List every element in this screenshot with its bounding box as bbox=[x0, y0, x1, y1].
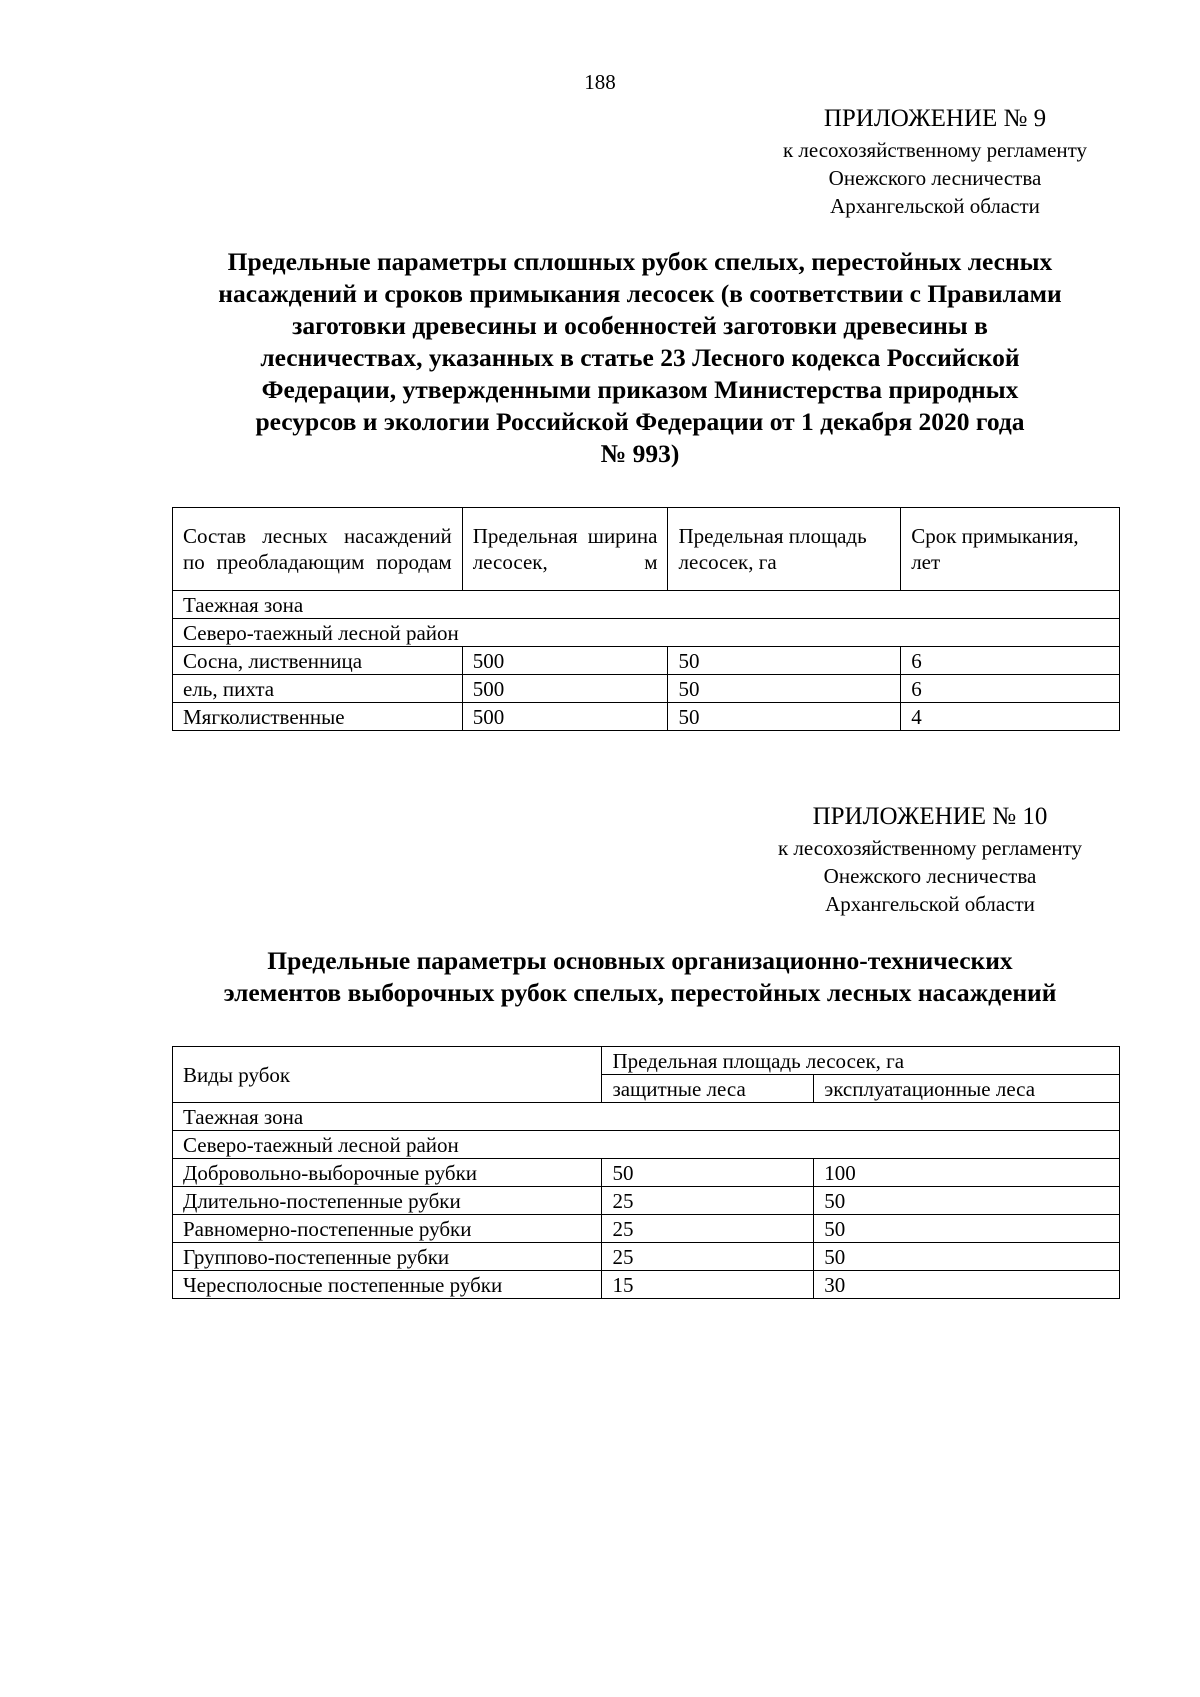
table-row bbox=[173, 1243, 1120, 1271]
table-cell: 100 bbox=[814, 1159, 1120, 1187]
title-1-line: лесничествах, указанных в статье 23 Лесного кодекса Российской bbox=[260, 343, 1020, 372]
title-1-line: Федерации, утвержденными приказом Министерства природных bbox=[261, 375, 1019, 404]
table-row bbox=[173, 1103, 1120, 1131]
table-cell: Группово-постепенные рубки bbox=[173, 1243, 602, 1271]
appendix-10-line-2: Онежского лесничества bbox=[823, 864, 1037, 888]
table-row bbox=[173, 619, 1120, 647]
table-row bbox=[173, 703, 1120, 731]
title-1-line: насаждений и сроков примыкания лесосек (в соответствии с Правилами bbox=[218, 279, 1062, 308]
table-cell: 50 bbox=[814, 1215, 1120, 1243]
table-cell: 6 bbox=[901, 675, 1120, 703]
table-cell: 50 bbox=[814, 1187, 1120, 1215]
table-cell: 15 bbox=[602, 1271, 814, 1299]
table-row bbox=[173, 647, 1120, 675]
table-cell: Сосна, лиственница bbox=[173, 647, 463, 675]
page-number: 188 bbox=[584, 70, 616, 94]
table-cell: Равномерно-постепенные рубки bbox=[173, 1215, 602, 1243]
table-row bbox=[173, 1271, 1120, 1299]
table-cell: Добровольно-выборочные рубки bbox=[173, 1159, 602, 1187]
table-row bbox=[173, 675, 1120, 703]
appendix-10-heading: ПРИЛОЖЕНИЕ № 10 bbox=[812, 803, 1048, 830]
zone-cell: Таежная зона bbox=[173, 1103, 1120, 1131]
appendix-9-line-2: Онежского лесничества bbox=[828, 166, 1042, 190]
table-row bbox=[173, 1131, 1120, 1159]
table-cell: 500 bbox=[462, 703, 668, 731]
table-cell: 50 bbox=[668, 647, 901, 675]
header-adjacency: Срок примыкания, лет bbox=[901, 508, 1120, 591]
selective-cutting-table bbox=[172, 1046, 1120, 1299]
title-selective-cutting bbox=[160, 945, 1120, 1009]
table-row bbox=[173, 1215, 1120, 1243]
header-cutting-type: Виды рубок bbox=[173, 1047, 602, 1103]
table-cell: ель, пихта bbox=[173, 675, 463, 703]
header-area-group: Предельная площадь лесосек, га bbox=[602, 1047, 1120, 1075]
title-1-line: № 993) bbox=[600, 439, 680, 468]
district-cell: Северо-таежный лесной район bbox=[173, 619, 1120, 647]
clear-cutting-table bbox=[172, 507, 1120, 731]
table-cell: Чересполосные постепенные рубки bbox=[173, 1271, 602, 1299]
title-2-line: элементов выборочных рубок спелых, перестойных лесных насаждений bbox=[223, 978, 1057, 1007]
table-cell: 4 bbox=[901, 703, 1120, 731]
title-2-line: Предельные параметры основных организационно-технических bbox=[267, 946, 1013, 975]
header-width: Предельная ширина лесосек, м bbox=[462, 508, 668, 591]
table-cell: 6 bbox=[901, 647, 1120, 675]
appendix-10-line-3: Архангельской области bbox=[825, 892, 1035, 916]
table-cell: 30 bbox=[814, 1271, 1120, 1299]
table-cell: 50 bbox=[814, 1243, 1120, 1271]
table-row bbox=[173, 1159, 1120, 1187]
table-cell: 500 bbox=[462, 675, 668, 703]
appendix-9-heading: ПРИЛОЖЕНИЕ № 9 bbox=[823, 105, 1047, 132]
zone-cell: Таежная зона bbox=[173, 591, 1120, 619]
table-header-row bbox=[173, 508, 1120, 591]
table-cell: 25 bbox=[602, 1215, 814, 1243]
table-cell: 50 bbox=[668, 703, 901, 731]
header-operational: эксплуатационные леса bbox=[814, 1075, 1120, 1103]
header-protective: защитные леса bbox=[602, 1075, 814, 1103]
title-1-line: заготовки древесины и особенностей заготовки древесины в bbox=[292, 311, 988, 340]
table-row bbox=[173, 591, 1120, 619]
title-clear-cutting bbox=[160, 246, 1120, 470]
appendix-9-line-3: Архангельской области bbox=[830, 194, 1040, 218]
appendix-10-header bbox=[735, 800, 1125, 918]
table-cell: Мягколиственные bbox=[173, 703, 463, 731]
title-1-line: Предельные параметры сплошных рубок спелых, перестойных лесных bbox=[227, 247, 1053, 276]
table-cell: 50 bbox=[602, 1159, 814, 1187]
table-cell: 50 bbox=[668, 675, 901, 703]
appendix-9-header bbox=[745, 102, 1125, 220]
district-cell: Северо-таежный лесной район bbox=[173, 1131, 1120, 1159]
table-cell: 25 bbox=[602, 1187, 814, 1215]
header-composition: Состав лесных насаждений по преобладающим породам bbox=[173, 508, 463, 591]
header-area: Предельная площадь лесосек, га bbox=[668, 508, 901, 591]
title-1-line: ресурсов и экологии Российской Федерации от 1 декабря 2020 года bbox=[255, 407, 1025, 436]
table-cell: 25 bbox=[602, 1243, 814, 1271]
appendix-9-line-1: к лесохозяйственному регламенту bbox=[782, 138, 1088, 162]
appendix-10-line-1: к лесохозяйственному регламенту bbox=[777, 836, 1083, 860]
table-header-row bbox=[173, 1047, 1120, 1075]
table-cell: Длительно-постепенные рубки bbox=[173, 1187, 602, 1215]
table-cell: 500 bbox=[462, 647, 668, 675]
table-row bbox=[173, 1187, 1120, 1215]
